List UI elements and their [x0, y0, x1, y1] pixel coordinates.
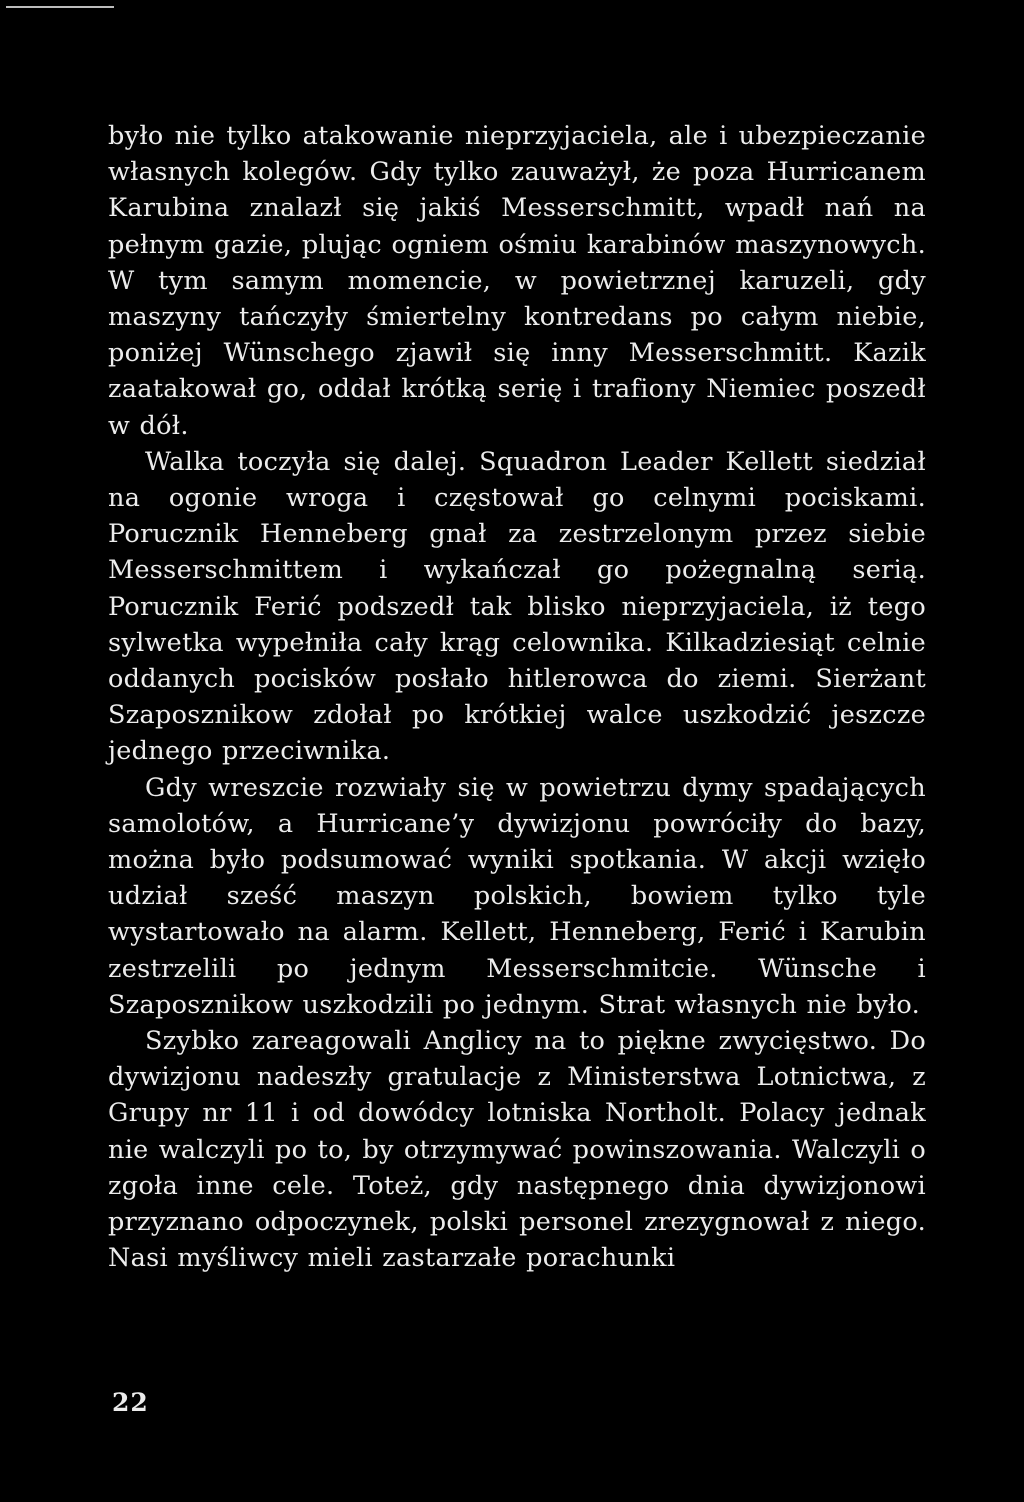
- paragraph-2: Walka toczyła się dalej. Squadron Leader Kellett siedział na ogonie wroga i częstował go celnymi pociskami. Porucznik Henneberg gnał za zestrzelonym przez siebie Messerschmittem i wykańczał go pożegnalną serią. Porucznik Ferić podszedł tak blisko nieprzyjaciela, iż tego sylwetka wypełniła cały krąg celownika. Kilkadziesiąt celnie oddanych pocisków posłało hitlerowca do ziemi. Sierżant Szaposznikow zdołał po krótkiej walce uszkodzić jeszcze jednego przeciwnika.: [108, 446, 926, 767]
- page-number: 22: [112, 1388, 149, 1417]
- top-rule-divider: [6, 6, 114, 8]
- body-text: [108, 118, 926, 1277]
- paragraph-3: Gdy wreszcie rozwiały się w powietrzu dymy spadających samolotów, a Hurricane’y dywizjonu powróciły do bazy, można było podsumować wyniki spotkania. W akcji wzięło udział sześć maszyn polskich, bowiem tylko tyle wystartowało na alarm. Kellett, Henneberg, Ferić i Karubin zestrzelili po jednym Messerschmitcie. Wünsche i Szaposznikow uszkodzili po jednym. Strat własnych nie było.: [108, 772, 926, 1020]
- paragraph-4: Szybko zareagowali Anglicy na to piękne zwycięstwo. Do dywizjonu nadeszły gratulacje z Ministerstwa Lotnictwa, z Grupy nr 11 i od dowódcy lotniska Northolt. Polacy jednak nie walczyli po to, by otrzymywać powinszowania. Walczyli o zgoła inne cele. Toteż, gdy następnego dnia dywizjonowi przyznano odpoczynek, polski personel zrezygnował z niego. Nasi myśliwcy mieli zastarzałe porachunki: [108, 1026, 926, 1274]
- paragraph-1: było nie tylko atakowanie nieprzyjaciela, ale i ubezpieczanie własnych kolegów. Gdy tylko zauważył, że poza Hurricanem Karubina znalazł się jakiś Messerschmitt, wpadł nań na pełnym gazie, plując ogniem ośmiu karabinów maszynowych. W tym samym momencie, w powietrznej karuzeli, gdy maszyny tańczyły śmiertelny kontredans po całym niebie, poniżej Wünschego zjawił się inny Messerschmitt. Kazik zaatakował go, oddał krótką serię i trafiony Niemiec poszedł w dół.: [108, 121, 926, 441]
